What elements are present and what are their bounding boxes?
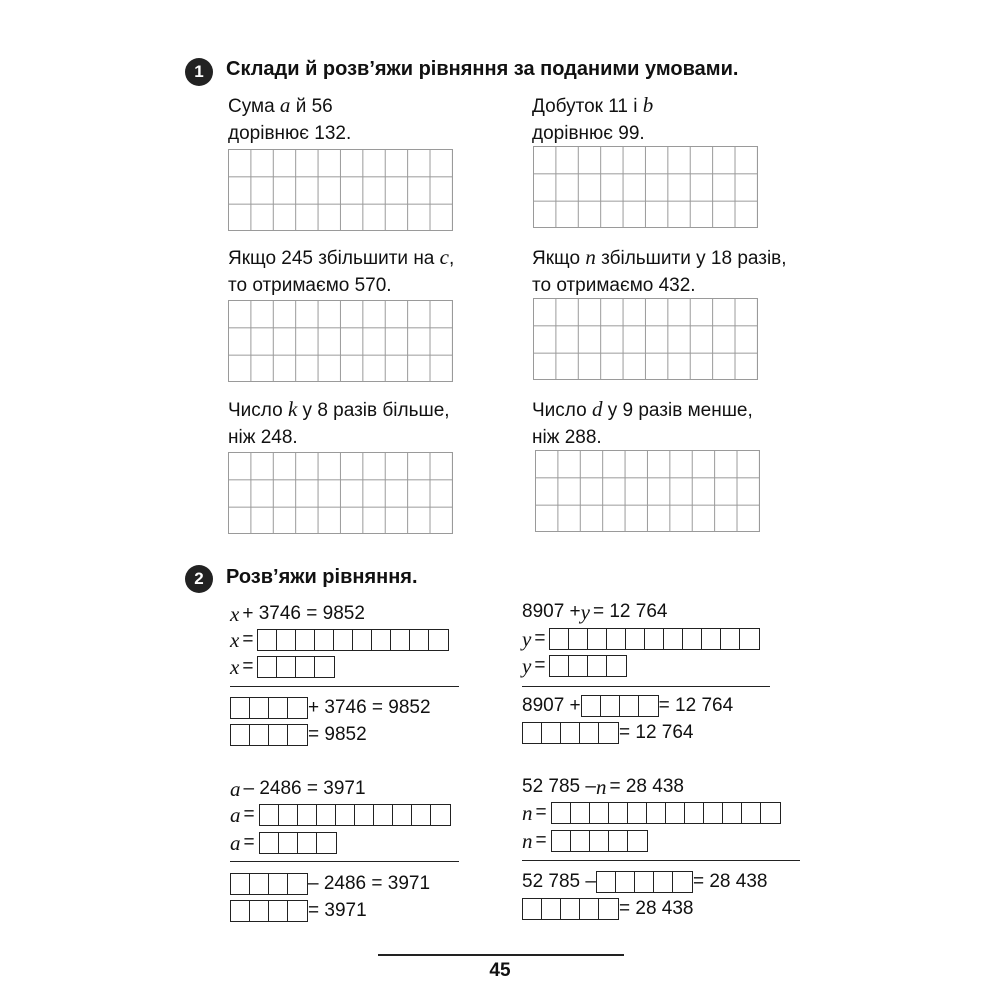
answer-boxes[interactable]: [596, 871, 693, 893]
condition-text: дорівнює 132.: [228, 123, 352, 144]
answer-grid-k[interactable]: [228, 452, 453, 534]
solution-step-2-n: [522, 829, 648, 853]
check-line-1-a: [230, 872, 430, 896]
check-line-2-a: [230, 899, 367, 923]
answer-grid-n[interactable]: [533, 298, 758, 380]
variable: a: [230, 803, 241, 827]
check-text: 52 785 –: [522, 871, 596, 892]
answer-boxes[interactable]: [230, 697, 308, 719]
condition-text: у 8 разів більше,: [297, 400, 450, 421]
answer-boxes[interactable]: [551, 802, 781, 824]
equals-sign: =: [243, 804, 255, 825]
check-divider: [230, 861, 459, 862]
answer-grid-b[interactable]: [533, 146, 758, 228]
variable: n: [595, 775, 607, 799]
solution-step-1-a: [230, 803, 451, 827]
footer-divider: [378, 954, 624, 956]
task-1-number-badge: [185, 58, 213, 86]
task-2-number: 2: [194, 569, 204, 588]
condition-text: то отримаємо 432.: [532, 275, 696, 296]
condition-text: Число: [532, 400, 592, 421]
answer-boxes[interactable]: [230, 900, 308, 922]
answer-boxes[interactable]: [259, 832, 337, 854]
task-1-title: Склади й розв’яжи рівняння за поданими умовами.: [226, 58, 739, 80]
solution-step-1-n: [522, 801, 781, 825]
equation-n: [522, 775, 684, 799]
variable: y: [522, 654, 532, 678]
solution-step-1-x: [230, 628, 449, 652]
answer-boxes[interactable]: [230, 873, 308, 895]
variable: x: [230, 602, 240, 626]
equation-a: [230, 777, 366, 801]
task-1-condition-c: [228, 244, 454, 299]
answer-boxes[interactable]: [230, 724, 308, 746]
solution-step-2-a: [230, 831, 337, 855]
answer-boxes[interactable]: [581, 695, 659, 717]
equation-x: [230, 602, 365, 626]
answer-boxes[interactable]: [257, 656, 335, 678]
variable: x: [230, 628, 240, 652]
equation-text: = 12 764: [592, 601, 668, 622]
check-divider: [230, 686, 459, 687]
answer-grid-d[interactable]: [535, 450, 760, 532]
task-1-number: 1: [194, 62, 204, 81]
answer-boxes[interactable]: [549, 655, 627, 677]
equation-text: – 2486 = 3971: [243, 778, 366, 799]
condition-text: Добуток 11 і: [532, 96, 643, 117]
variable: a: [279, 93, 291, 117]
check-text: = 3971: [308, 900, 367, 921]
check-divider: [522, 686, 770, 687]
solution-step-2-x: [230, 655, 335, 679]
task-1-condition-n: [532, 244, 787, 299]
task-1-condition-k: [228, 396, 450, 451]
check-text: = 12 764: [619, 722, 694, 743]
task-2-number-badge: [185, 565, 213, 593]
task-1-condition-a: [228, 92, 351, 147]
task-1-condition-b: [532, 92, 653, 147]
equals-sign: =: [535, 830, 547, 851]
check-text: = 9852: [308, 724, 367, 745]
answer-boxes[interactable]: [257, 629, 449, 651]
equation-text: + 3746 = 9852: [242, 603, 365, 624]
check-divider: [522, 860, 800, 861]
condition-text: й 56: [290, 96, 333, 117]
answer-boxes[interactable]: [522, 722, 619, 744]
check-line-2-n: [522, 897, 694, 921]
check-text: – 2486 = 3971: [308, 873, 431, 894]
variable: d: [591, 397, 603, 421]
answer-grid-c[interactable]: [228, 300, 453, 382]
equation-y: [522, 600, 667, 624]
solution-step-1-y: [522, 627, 760, 651]
task-2-title: Розв’яжи рівняння.: [226, 566, 418, 588]
equation-text: = 28 438: [609, 776, 684, 797]
condition-text: ,: [448, 248, 455, 269]
variable: a: [230, 777, 241, 801]
answer-boxes[interactable]: [551, 830, 648, 852]
condition-text: Число: [228, 400, 288, 421]
check-text: = 28 438: [692, 871, 768, 892]
variable: n: [585, 245, 596, 269]
check-text: = 28 438: [619, 898, 694, 919]
variable: y: [580, 600, 590, 624]
condition-text: ніж 288.: [532, 427, 602, 448]
equals-sign: =: [535, 802, 547, 823]
answer-boxes[interactable]: [549, 628, 760, 650]
page-number: 45: [489, 960, 511, 981]
check-text: + 3746 = 9852: [308, 697, 431, 718]
variable: k: [287, 397, 298, 421]
check-text: = 12 764: [658, 695, 734, 716]
equals-sign: =: [242, 656, 254, 677]
check-line-1-x: [230, 696, 431, 720]
equation-text: 8907 +: [522, 601, 581, 622]
variable: x: [230, 655, 240, 679]
equals-sign: =: [534, 628, 546, 649]
check-line-1-y: [522, 694, 733, 718]
solution-step-2-y: [522, 654, 627, 678]
equals-sign: =: [534, 655, 546, 676]
condition-text: Якщо: [532, 248, 586, 269]
variable: c: [439, 245, 449, 269]
condition-text: збільшити у 18 разів,: [595, 248, 787, 269]
variable: b: [642, 93, 654, 117]
answer-boxes[interactable]: [259, 804, 451, 826]
condition-text: Якщо 245 збільшити на: [228, 248, 440, 269]
answer-grid-a[interactable]: [228, 149, 453, 231]
variable: n: [522, 829, 533, 853]
task-1-condition-d: [532, 396, 753, 451]
equation-text: 52 785 –: [522, 776, 596, 797]
condition-text: то отримаємо 570.: [228, 275, 392, 296]
variable: a: [230, 831, 241, 855]
check-text: 8907 +: [522, 695, 581, 716]
equals-sign: =: [243, 832, 255, 853]
variable: y: [522, 627, 532, 651]
condition-text: ніж 248.: [228, 427, 298, 448]
condition-text: у 9 разів менше,: [602, 400, 753, 421]
condition-text: Сума: [228, 96, 280, 117]
check-line-1-n: [522, 870, 767, 894]
variable: n: [522, 801, 533, 825]
answer-boxes[interactable]: [522, 898, 619, 920]
condition-text: дорівнює 99.: [532, 123, 645, 144]
equals-sign: =: [242, 629, 254, 650]
check-line-2-x: [230, 723, 367, 747]
check-line-2-y: [522, 721, 694, 745]
